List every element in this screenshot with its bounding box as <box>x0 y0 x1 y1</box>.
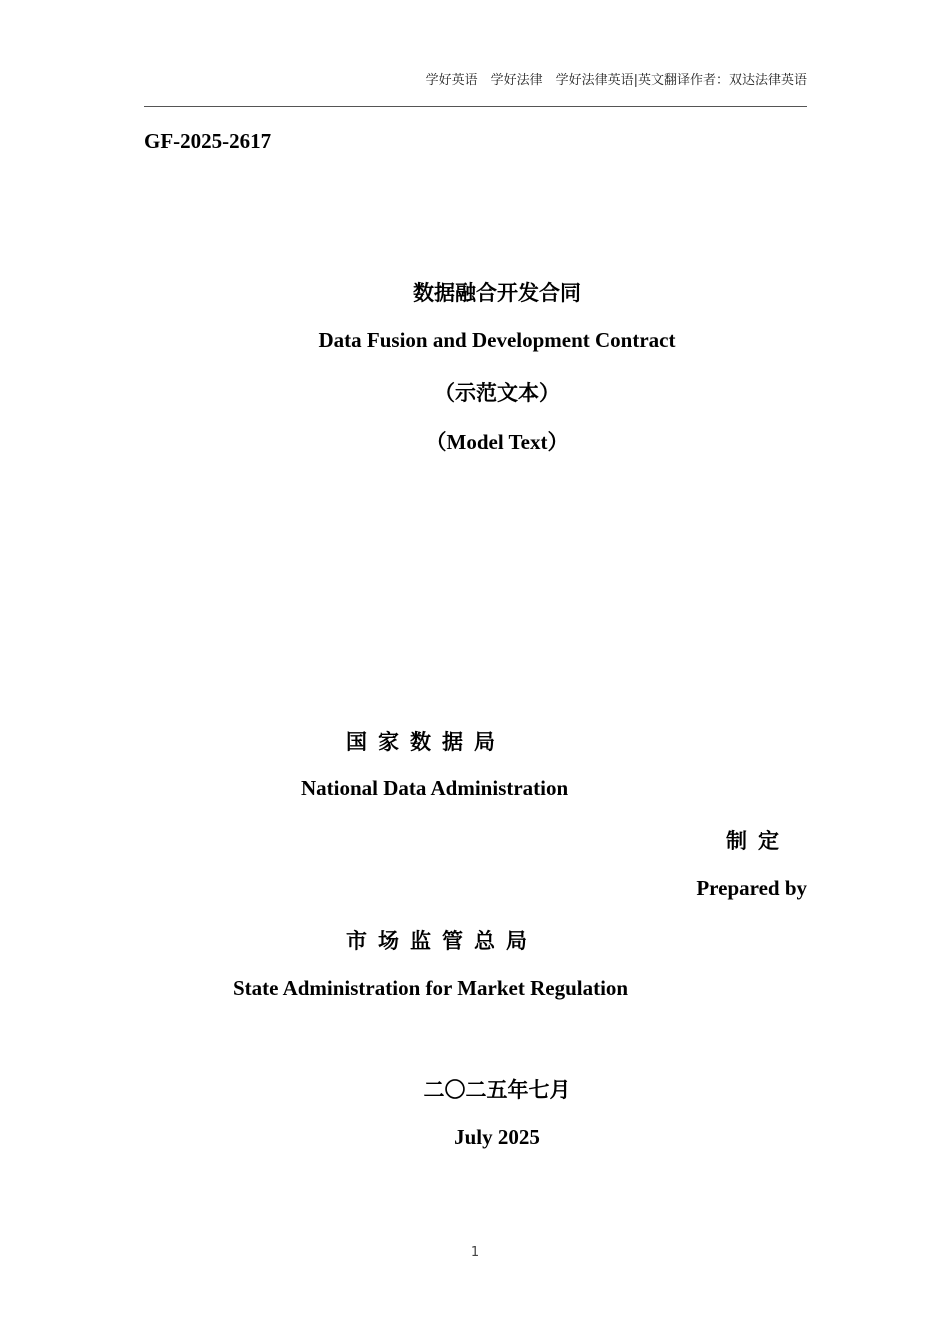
date-english: July 2025 <box>454 1125 540 1149</box>
title-english: Data Fusion and Development Contract <box>318 328 676 352</box>
page-header-text: 学好英语 学好法律 学好法律英语|英文翻译作者：双达法律英语 <box>425 73 807 88</box>
prepared-by-chinese: 制定 <box>726 829 790 853</box>
header-divider <box>144 106 807 107</box>
issuer-national-data-admin-chinese: 国家数据局 <box>346 730 506 754</box>
document-number: GF-2025-2617 <box>144 129 272 153</box>
prepared-by-english: Prepared by <box>696 876 807 900</box>
issuer-samr-english: State Administration for Market Regulation <box>233 976 629 1000</box>
subtitle-chinese: （示范文本） <box>434 381 560 405</box>
page-number: 1 <box>470 1245 480 1260</box>
subtitle-english: （Model Text） <box>425 430 569 454</box>
issuer-samr-chinese: 市场监管总局 <box>346 929 538 953</box>
date-chinese: 二〇二五年七月 <box>423 1078 571 1102</box>
issuer-national-data-admin-english: National Data Administration <box>301 776 569 800</box>
title-chinese: 数据融合开发合同 <box>413 281 581 305</box>
